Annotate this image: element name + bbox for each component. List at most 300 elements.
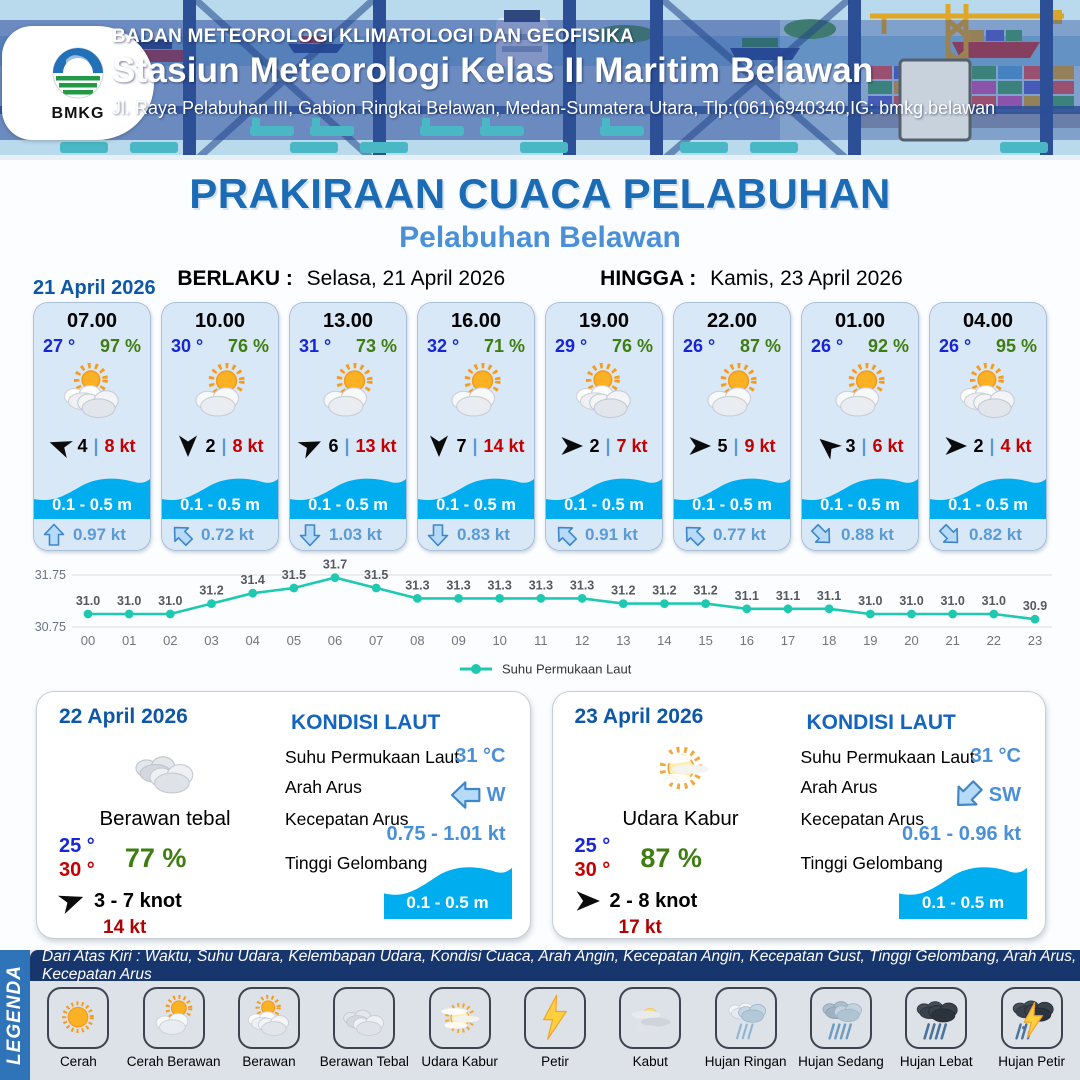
humidity: 76 % [611, 336, 653, 356]
daily-wind-speed: 2 - 8 knot [609, 889, 698, 912]
legend-item [985, 987, 1079, 1069]
wind-speed: 7 [456, 435, 467, 456]
legend-item-label: Udara Kabur [421, 1054, 498, 1069]
svg-text:10: 10 [492, 633, 507, 648]
sst-chart [0, 557, 1080, 685]
daily-weather-summary [574, 705, 787, 938]
wave-height-box [384, 855, 512, 919]
hourly-card [417, 302, 535, 551]
svg-text:14: 14 [657, 633, 672, 648]
legend-note: Dari Atas Kiri : Waktu, Suhu Udara, Kelembapan Udara, Kondisi Cuaca, Arah Angin, Kecepatan Angin, Kecepatan Gust, Tinggi Gelombang, Arah Arus, Kecepatan Arus [30, 950, 1080, 981]
svg-text:16: 16 [739, 633, 755, 648]
sst-label: Suhu Permukaan Laut [285, 747, 460, 767]
svg-text:31.2: 31.2 [693, 583, 718, 598]
daily-gust: 17 kt [618, 917, 662, 938]
temp-humidity-row [418, 336, 534, 357]
humidity: 92 % [867, 336, 909, 356]
hourly-card [673, 302, 791, 551]
gust-speed: 8 kt [104, 435, 136, 456]
wind-direction-icon [296, 430, 328, 462]
weather-icon [674, 357, 790, 431]
cerah-berawan-icon [181, 359, 259, 429]
weather-icon [162, 357, 278, 431]
current-speed: 0.97 kt [73, 524, 126, 544]
berawan-icon [949, 359, 1027, 429]
agency-name: BADAN METEOROLOGI KLIMATOLOGI DAN GEOFISIKA [112, 26, 635, 47]
current-direction-icon [42, 523, 66, 547]
condition-label: Udara Kabur [622, 807, 739, 830]
current-speed: 0.83 kt [457, 524, 510, 544]
wind-row [162, 431, 278, 461]
svg-text:30.75: 30.75 [34, 620, 66, 634]
legend-item [31, 987, 125, 1069]
svg-text:31.7: 31.7 [322, 557, 348, 572]
temperature: 27 ° [43, 336, 76, 356]
time-label: 01.00 [834, 310, 886, 332]
current-direction-icon [298, 523, 322, 547]
wave-band [546, 469, 662, 519]
valid-to [600, 267, 903, 291]
bmkg-logo-icon [46, 43, 110, 107]
daily-humidity: 87 % [640, 843, 702, 873]
svg-text:17: 17 [780, 633, 796, 648]
humidity: 76 % [227, 336, 269, 356]
wave-height-value: 0.1 - 0.5 m [406, 893, 489, 912]
berawan-icon [53, 359, 131, 429]
wind-direction-icon [45, 431, 76, 462]
svg-text:07: 07 [368, 633, 384, 648]
wave-height: 0.1 - 0.5 m [180, 496, 260, 514]
wind-speed: 2 [973, 435, 984, 456]
legend-item-label: Berawan Tebal [319, 1054, 409, 1069]
svg-text:12: 12 [574, 633, 590, 648]
svg-text:31.5: 31.5 [281, 568, 307, 582]
current-speed: 1.03 kt [329, 524, 382, 544]
wind-direction-icon [55, 884, 88, 917]
separator: | [733, 435, 739, 456]
weather-icon [802, 357, 918, 431]
temp-min: 25 ° [59, 835, 95, 857]
wave-height: 0.1 - 0.5 m [948, 496, 1028, 514]
svg-text:13: 13 [616, 633, 631, 648]
legend-icon-box-hujan-petir [1001, 987, 1063, 1049]
hourly-card [33, 302, 151, 551]
current-speed: 0.72 kt [201, 524, 254, 544]
temperature: 26 ° [939, 336, 972, 356]
sea-conditions-heading: KONDISI LAUT [291, 711, 441, 734]
temp-humidity-row [930, 336, 1046, 357]
svg-text:08: 08 [410, 633, 425, 648]
sst-label: Suhu Permukaan Laut [800, 747, 975, 767]
weather-icon [290, 357, 406, 431]
separator: | [221, 435, 227, 456]
humidity: 73 % [355, 336, 397, 356]
time-label: 22.00 [706, 310, 758, 332]
wind-row [930, 431, 1046, 461]
weather-icon [34, 357, 150, 431]
legend-bar [0, 950, 30, 1080]
sea-conditions [279, 705, 510, 928]
wind-speed: 2 [589, 435, 600, 456]
weather-icon [546, 357, 662, 431]
separator: | [93, 435, 99, 456]
wave-height: 0.1 - 0.5 m [820, 496, 900, 514]
wave-band [802, 469, 918, 519]
hourly-forecast-row [33, 302, 1047, 551]
legend-icon-box-hujan-sedang [810, 987, 872, 1049]
legend-item-label: Cerah Berawan [126, 1054, 221, 1069]
separator: | [605, 435, 611, 456]
wind-speed: 4 [77, 435, 88, 456]
temperature: 31 ° [299, 336, 332, 356]
current-speed-label: Kecepatan Arus [800, 809, 925, 829]
svg-text:22: 22 [986, 633, 1002, 648]
svg-text:31.0: 31.0 [158, 594, 183, 608]
wind-row [674, 431, 790, 461]
svg-text:31.3: 31.3 [446, 578, 471, 593]
svg-text:31.5: 31.5 [364, 568, 389, 582]
current-direction-icon [426, 523, 450, 547]
gust-speed: 8 kt [232, 435, 264, 456]
humidity: 95 % [995, 336, 1037, 356]
wave-height-label: Tinggi Gelombang [285, 853, 428, 873]
svg-text:31.2: 31.2 [611, 583, 636, 598]
sea-conditions [795, 705, 1026, 928]
wave-height: 0.1 - 0.5 m [308, 496, 388, 514]
daily-temps [59, 835, 271, 882]
time-label: 10.00 [194, 310, 246, 332]
gust-speed: 7 kt [616, 435, 648, 456]
svg-text:20: 20 [904, 633, 919, 648]
wind-row [802, 431, 918, 461]
cerah-icon [52, 992, 104, 1044]
wind-row [418, 431, 534, 461]
daily-wind-speed: 3 - 7 knot [94, 889, 182, 912]
current-direction-value: W [450, 779, 506, 811]
valid-from [177, 267, 505, 291]
legend-item [317, 987, 411, 1069]
legend-item [222, 987, 316, 1069]
wave-band [418, 469, 534, 519]
temp-max: 30 ° [59, 859, 95, 881]
page-title: PRAKIRAAN CUACA PELABUHAN [189, 170, 891, 217]
current-direction-icon [945, 772, 990, 817]
current-speed: 0.82 kt [969, 524, 1022, 544]
weather-icon [930, 357, 1046, 431]
daily-date: 23 April 2026 [574, 705, 704, 728]
wave-height: 0.1 - 0.5 m [564, 496, 644, 514]
svg-text:31.0: 31.0 [117, 594, 142, 608]
wind-row [290, 431, 406, 461]
bmkg-logo-text: BMKG [51, 105, 105, 122]
sst-value: 31 °C [455, 745, 506, 767]
legend-items [30, 981, 1080, 1080]
svg-text:31.1: 31.1 [734, 588, 759, 603]
hourly-card [801, 302, 919, 551]
svg-text:03: 03 [204, 633, 219, 648]
legend-icon-box-hujan-ringan [715, 987, 777, 1049]
daily-gust: 14 kt [103, 917, 147, 938]
temp-humidity-row [290, 336, 406, 357]
wind-direction-icon [176, 434, 200, 458]
legend-icon-box-hujan-lebat [905, 987, 967, 1049]
time-label: 16.00 [450, 310, 502, 332]
weather-icon [418, 357, 534, 431]
current-row [290, 519, 406, 550]
gust-speed: 4 kt [1000, 435, 1032, 456]
wave-height-value: 0.1 - 0.5 m [921, 893, 1005, 912]
svg-text:31.2: 31.2 [652, 583, 677, 598]
svg-text:31.0: 31.0 [858, 594, 883, 608]
wind-direction-icon [688, 434, 712, 458]
wind-speed: 5 [717, 435, 728, 456]
valid-to-date: Kamis, 23 April 2026 [710, 267, 903, 290]
hourly-date-label: 21 April 2026 [33, 277, 156, 299]
cerah-berawan-icon [437, 359, 515, 429]
wave-height-box [899, 855, 1027, 919]
cerah-berawan-icon [148, 992, 200, 1044]
gust-speed: 13 kt [355, 435, 397, 456]
temp-humidity-row [546, 336, 662, 357]
current-direction-label: Arah Arus [800, 777, 878, 797]
svg-text:06: 06 [327, 633, 343, 648]
berawan-icon [243, 992, 295, 1044]
temp-humidity-row [802, 336, 918, 357]
svg-text:09: 09 [451, 633, 466, 648]
station-name: Stasiun Meteorologi Kelas II Maritim Belawan [112, 51, 874, 90]
wave-band [162, 469, 278, 519]
temp-max: 30 ° [574, 859, 611, 881]
svg-text:31.2: 31.2 [199, 583, 224, 598]
current-speed: 0.88 kt [841, 524, 894, 544]
daily-weather-icon [633, 731, 729, 805]
daily-humidity: 77 % [124, 843, 187, 873]
temperature: 26 ° [811, 336, 844, 356]
daily-cards-row [36, 691, 1046, 939]
sea-conditions-heading: KONDISI LAUT [806, 711, 956, 734]
current-direction-icon [549, 518, 583, 551]
separator: | [472, 435, 478, 456]
wave-band [34, 469, 150, 519]
humidity: 71 % [483, 336, 525, 356]
valid-to-label: HINGGA : [600, 267, 697, 290]
daily-temps [575, 835, 787, 882]
temp-min: 25 ° [574, 835, 611, 857]
legend [0, 947, 1080, 1080]
svg-text:30.9: 30.9 [1022, 599, 1048, 614]
current-speed-value: 0.61 - 0.96 kt [902, 823, 1021, 845]
cerah-berawan-icon [821, 359, 899, 429]
legend-icon-box-cerah-berawan [143, 987, 205, 1049]
daily-date: 22 April 2026 [59, 705, 188, 728]
humidity: 97 % [99, 336, 141, 356]
wind-speed: 6 [328, 435, 339, 456]
current-speed: 0.77 kt [713, 524, 766, 544]
condition-label: Berawan tebal [99, 807, 231, 830]
wave-band [290, 469, 406, 519]
hujan-sedang-icon [815, 992, 867, 1044]
berawan-icon [565, 359, 643, 429]
hujan-petir-icon [1006, 992, 1058, 1044]
title-block [0, 170, 1080, 291]
daily-card [552, 691, 1047, 939]
humidity: 87 % [739, 336, 781, 356]
legend-icon-box-udara-kabur [429, 987, 491, 1049]
valid-from-label: BERLAKU : [177, 267, 293, 290]
hourly-card [545, 302, 663, 551]
gust-speed: 9 kt [744, 435, 776, 456]
wind-direction-icon [427, 434, 451, 458]
daily-wind-row [575, 888, 787, 914]
svg-text:15: 15 [698, 633, 713, 648]
svg-text:21: 21 [945, 633, 960, 648]
time-label: 07.00 [66, 310, 118, 332]
temperature: 29 ° [555, 336, 588, 356]
wind-direction-icon [560, 434, 584, 458]
legend-item [889, 987, 983, 1069]
gust-speed: 6 kt [872, 435, 904, 456]
legend-item [794, 987, 888, 1069]
svg-text:Suhu Permukaan Laut: Suhu Permukaan Laut [502, 661, 632, 677]
svg-text:00: 00 [80, 633, 96, 648]
current-row [418, 519, 534, 550]
current-speed-label: Kecepatan Arus [285, 809, 409, 829]
berawan-tebal-icon [117, 731, 213, 805]
svg-text:01: 01 [121, 633, 137, 648]
hujan-lebat-icon [910, 992, 962, 1044]
wind-row [34, 431, 150, 461]
sst-chart-svg [0, 557, 1080, 685]
legend-icon-box-kabut [619, 987, 681, 1049]
cerah-berawan-icon [693, 359, 771, 429]
header-text [112, 26, 1062, 119]
wave-height-label: Tinggi Gelombang [800, 853, 943, 873]
legend-item-label: Cerah [59, 1054, 97, 1069]
gust-speed: 14 kt [483, 435, 525, 456]
legend-icon-box-berawan-tebal [333, 987, 395, 1049]
current-row [930, 519, 1046, 550]
wave-band [674, 469, 790, 519]
hourly-card [161, 302, 279, 551]
svg-text:31.4: 31.4 [240, 573, 265, 588]
current-direction-icon [933, 518, 967, 551]
svg-text:31.75: 31.75 [34, 568, 66, 582]
svg-text:31.0: 31.0 [981, 594, 1006, 608]
valid-from-date: Selasa, 21 April 2026 [306, 267, 506, 290]
time-label: 04.00 [962, 310, 1014, 332]
current-direction-value: SW [952, 779, 1021, 811]
petir-icon [529, 992, 581, 1044]
hujan-ringan-icon [720, 992, 772, 1044]
svg-text:31.0: 31.0 [899, 594, 924, 608]
wind-direction-icon [812, 429, 846, 463]
wave-height: 0.1 - 0.5 m [692, 496, 772, 514]
svg-text:31.3: 31.3 [405, 578, 430, 593]
wave-band [930, 469, 1046, 519]
berawan-tebal-icon [338, 992, 390, 1044]
daily-weather-summary [59, 705, 271, 938]
svg-text:31.1: 31.1 [816, 588, 842, 603]
temperature: 30 ° [171, 336, 204, 356]
current-direction-icon [677, 518, 711, 551]
legend-item [413, 987, 507, 1069]
wave-height: 0.1 - 0.5 m [436, 496, 516, 514]
legend-icon-box-berawan [238, 987, 300, 1049]
temperature: 26 ° [683, 336, 716, 356]
svg-text:31.0: 31.0 [75, 594, 101, 608]
current-row [162, 519, 278, 550]
time-label: 19.00 [578, 310, 630, 332]
svg-text:31.0: 31.0 [940, 594, 965, 608]
legend-item-label: Petir [541, 1054, 569, 1069]
temp-humidity-row [674, 336, 790, 357]
legend-item-label: Hujan Petir [998, 1054, 1065, 1069]
temp-humidity-row [34, 336, 150, 357]
daily-weather-icon [117, 731, 213, 805]
legend-item [603, 987, 697, 1069]
current-speed: 0.91 kt [585, 524, 638, 544]
hourly-card [929, 302, 1047, 551]
current-speed-value: 0.75 - 1.01 kt [386, 823, 506, 845]
svg-text:05: 05 [286, 633, 302, 648]
legend-item [699, 987, 793, 1069]
wave-height: 0.1 - 0.5 m [52, 496, 132, 514]
time-label: 13.00 [322, 310, 374, 332]
cerah-berawan-icon [309, 359, 387, 429]
legend-item [508, 987, 602, 1069]
udara-kabur-icon [434, 992, 486, 1044]
port-name: Pelabuhan Belawan [399, 221, 681, 254]
current-direction-icon [450, 779, 482, 811]
wind-speed: 3 [845, 435, 856, 456]
current-direction-icon [805, 518, 839, 551]
legend-item-label: Berawan [242, 1054, 296, 1069]
legend-item-label: Hujan Ringan [704, 1054, 787, 1069]
current-direction-icon [165, 518, 199, 551]
temp-humidity-row [162, 336, 278, 357]
current-row [546, 519, 662, 550]
legend-item-label: Hujan Lebat [899, 1054, 973, 1069]
legend-item [127, 987, 221, 1069]
temperature: 32 ° [427, 336, 460, 356]
validity-row [0, 267, 1080, 291]
legend-item-label: Kabut [632, 1054, 668, 1069]
svg-text:11: 11 [534, 633, 548, 648]
svg-text:04: 04 [245, 633, 260, 648]
daily-wind-row [59, 888, 271, 914]
separator: | [989, 435, 995, 456]
current-row [34, 519, 150, 550]
legend-item-label: Hujan Sedang [798, 1054, 884, 1069]
svg-text:23: 23 [1027, 633, 1043, 648]
udara-kabur-icon [633, 731, 729, 805]
separator: | [344, 435, 350, 456]
legend-bar-label: LEGENDA [4, 965, 25, 1065]
svg-text:18: 18 [821, 633, 837, 648]
hourly-card [289, 302, 407, 551]
current-row [674, 519, 790, 550]
legend-icon-box-cerah [47, 987, 109, 1049]
current-row [802, 519, 918, 550]
station-address: Jl. Raya Pelabuhan III, Gabion Ringkai Belawan, Medan-Sumatera Utara, Tlp:(061)6940340,IG: bmkg.belawan [112, 98, 996, 118]
svg-text:31.3: 31.3 [487, 578, 512, 593]
header [0, 0, 1080, 160]
svg-text:31.1: 31.1 [775, 588, 801, 603]
svg-text:02: 02 [163, 633, 178, 648]
svg-text:31.3: 31.3 [569, 578, 595, 593]
svg-text:19: 19 [863, 633, 878, 648]
separator: | [861, 435, 867, 456]
